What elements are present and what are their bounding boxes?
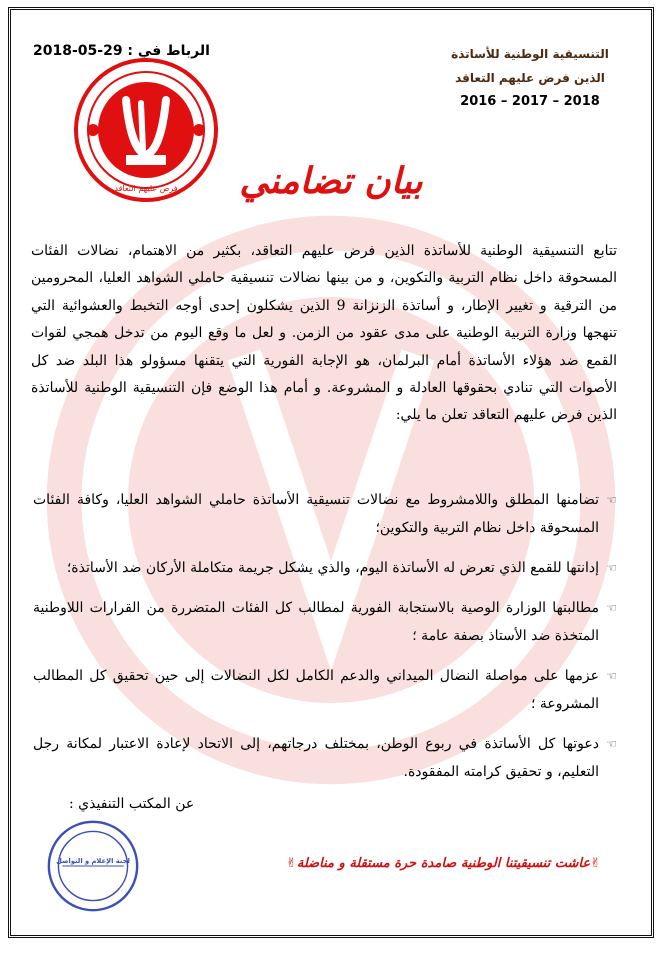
list-item-text: عزمها على مواصلة النضال الميداني والدعم الكامل لكل النضالات إلى حين تحقيق كل المطالب المشروعة ؛ [33, 668, 599, 712]
list-item-text: دعوتها كل الأساتذة في ربوع الوطن، بمختلف درجاتهم، إلى الاتحاد لإعادة الاعتبار لمكانة رجل التعليم، و تحقيق كرامته المفقودة. [33, 736, 599, 780]
org-name-line2: الذين فرض عليهم التعاقد [455, 71, 605, 85]
list-item-text: تضامنها المطلق واللامشروط مع نضالات تنسيقية الأساتذة حاملي الشواهد العليا، وكافة الفئات المسحوقة داخل نظام التربية والتكوين؛ [33, 492, 599, 536]
org-name-line1: التنسيقية الوطنية للأساتذة [451, 47, 609, 61]
document-page [8, 7, 654, 938]
statement-body: تتابع التنسيقية الوطنية للأساتذة الذين فرض عليهم التعاقد، بكثير من الاهتمام، نضالات الفئات المسحوقة داخل نظام التربية والتكوين، و من بينها نضالات تنسيقية حاملي الشواهد العليا، المحرومين من الترقية و تغيير الإطار، و أساتذة الزنزانة 9 الذين يشكلون إحدى أوجه التخبط والعشوائية التي تنهجها وزارة التربية الوطنية على مدى عقود من الزمن. و لعل ما وقع اليوم من تدخل همجي لقوات القمع ضد هؤلاء الأساتذة أمام البرلمان، هو الإجابة الفورية التي يتقنها مسؤولو هذا البلد ضد كل الأصوات التي تنادي بحقوقها العادلة و المشروعة. و أمام هذا الوضع فإن التنسيقية الوطنية للأساتذة الذين فرض عليهم التعاقد تعلن ما يلي: [31, 243, 617, 424]
closing-slogan: ✌عاشت تنسيقيتنا الوطنية صامدة حرة مستقلة و مناضلة✌ [285, 856, 601, 871]
demands-list [33, 486, 617, 798]
list-item [33, 486, 617, 542]
pointing-hand-icon: ☜ [606, 561, 617, 575]
committee-stamp [45, 818, 141, 914]
list-item-text: مطالبتها الوزارة الوصية بالاستجابة الفورية لمطالب كل الفئات المتضررة من القرارات اللاوطنية المتخذة ضد الأستاذ بصفة عامة ؛ [33, 600, 599, 644]
years-range: 2016 – 2017 – 2018 [460, 94, 600, 109]
list-item [33, 594, 617, 650]
list-item-text: إدانتها للقمع الذي تعرض له الأساتذة اليوم، والذي يشكل جريمة متكاملة الأركان ضد الأساتذة؛ [66, 560, 599, 576]
page-title: بيان تضامني [239, 160, 423, 202]
pointing-hand-icon: ☜ [606, 737, 617, 751]
pointing-hand-icon: ☜ [606, 493, 617, 507]
place-date: الرباط في : 29-05-2018 [33, 43, 210, 59]
signoff: عن المكتب التنفيذي : [69, 796, 195, 812]
list-item [33, 662, 617, 718]
list-item [33, 730, 617, 786]
organization-header [445, 42, 615, 114]
logo-caption: فرض عليهم التعاقد [114, 184, 178, 193]
list-item [33, 554, 617, 582]
pointing-hand-icon: ☜ [606, 669, 617, 683]
stamp-text: لجنة الإعلام و التواصل [56, 857, 130, 866]
pointing-hand-icon: ☜ [606, 601, 617, 615]
